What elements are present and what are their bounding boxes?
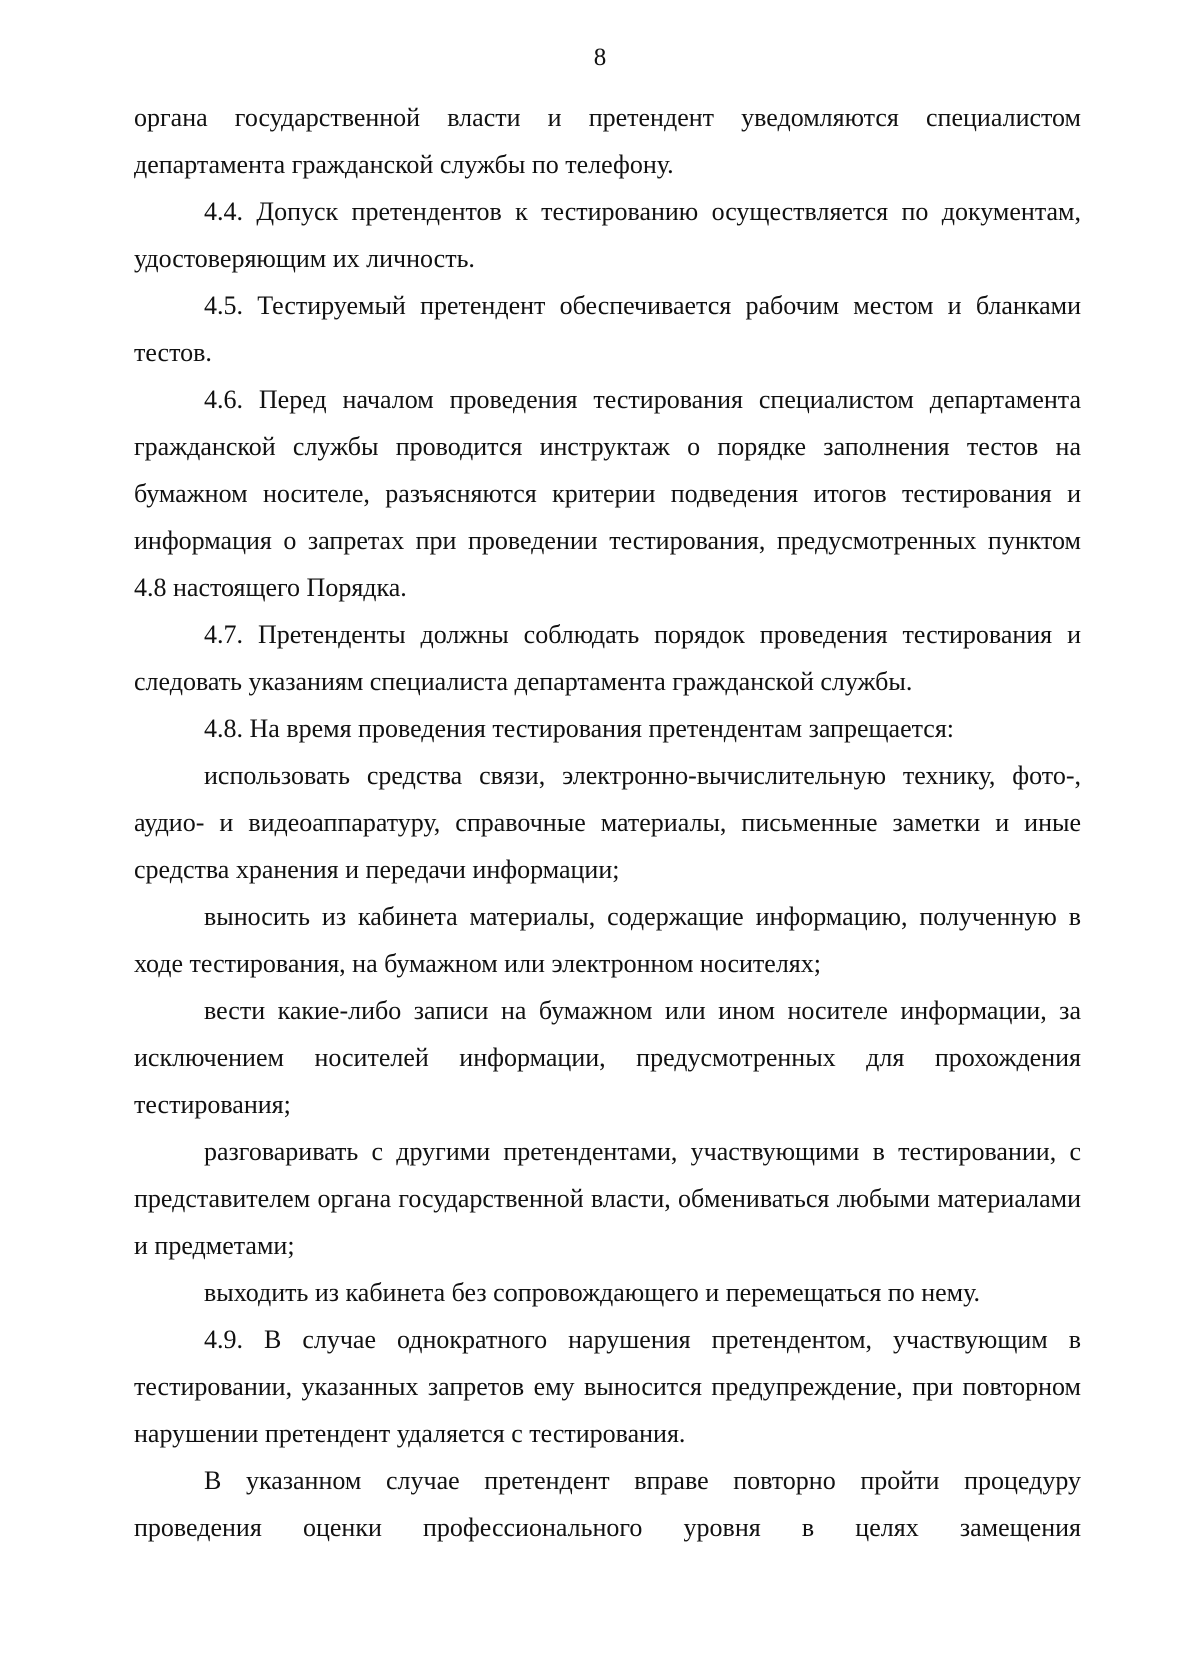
- prohibition-item: использовать средства связи, электронно-вычислительную технику, фото-, аудио- и видеоаппаратуру, справочные материалы, письменные заметки и иные средства хранения и передачи информации;: [134, 761, 1081, 884]
- paragraph-4-8: 4.8. На время проведения тестирования претендентам запрещается:: [204, 714, 955, 743]
- paragraph-4-9: 4.9. В случае однократного нарушения претендентом, участвующим в тестировании, указанных запретов ему выносится предупреждение, при повторном нарушении претендент удаляется с тестирования.: [134, 1325, 1081, 1448]
- paragraph-continuation: органа государственной власти и претендент уведомляются специалистом департамента гражданской службы по телефону.: [134, 103, 1081, 179]
- paragraph-4-5: 4.5. Тестируемый претендент обеспечивается рабочим местом и бланками тестов.: [134, 291, 1081, 367]
- prohibition-item: вести какие-либо записи на бумажном или ином носителе информации, за исключением носителей информации, предусмотренных для прохождения тестирования;: [134, 996, 1081, 1119]
- paragraph-4-6: 4.6. Перед началом проведения тестирования специалистом департамента гражданской службы проводится инструктаж о порядке заполнения тестов на бумажном носителе, разъясняются критерии подведения итогов тестирования и информация о запретах при проведении тестирования, предусмотренных пунктом 4.8 настоящего Порядка.: [134, 385, 1081, 602]
- page-number: 8: [593, 44, 607, 71]
- prohibition-item: выходить из кабинета без сопровождающего и перемещаться по нему.: [204, 1278, 981, 1307]
- document-body: [134, 94, 1081, 1551]
- prohibition-item: выносить из кабинета материалы, содержащие информацию, полученную в ходе тестирования, на бумажном или электронном носителях;: [134, 902, 1081, 978]
- paragraph-4-4: 4.4. Допуск претендентов к тестированию осуществляется по документам, удостоверяющим их личность.: [134, 197, 1081, 273]
- paragraph-4-7: 4.7. Претенденты должны соблюдать порядок проведения тестирования и следовать указаниям специалиста департамента гражданской службы.: [134, 620, 1081, 696]
- prohibition-item: разговаривать с другими претендентами, участвующими в тестировании, с представителем органа государственной власти, обмениваться любыми материалами и предметами;: [134, 1137, 1081, 1260]
- paragraph-continued-on-next-page: В указанном случае претендент вправе повторно пройти процедуру проведения оценки профессионального уровня в целях замещения: [134, 1466, 1081, 1542]
